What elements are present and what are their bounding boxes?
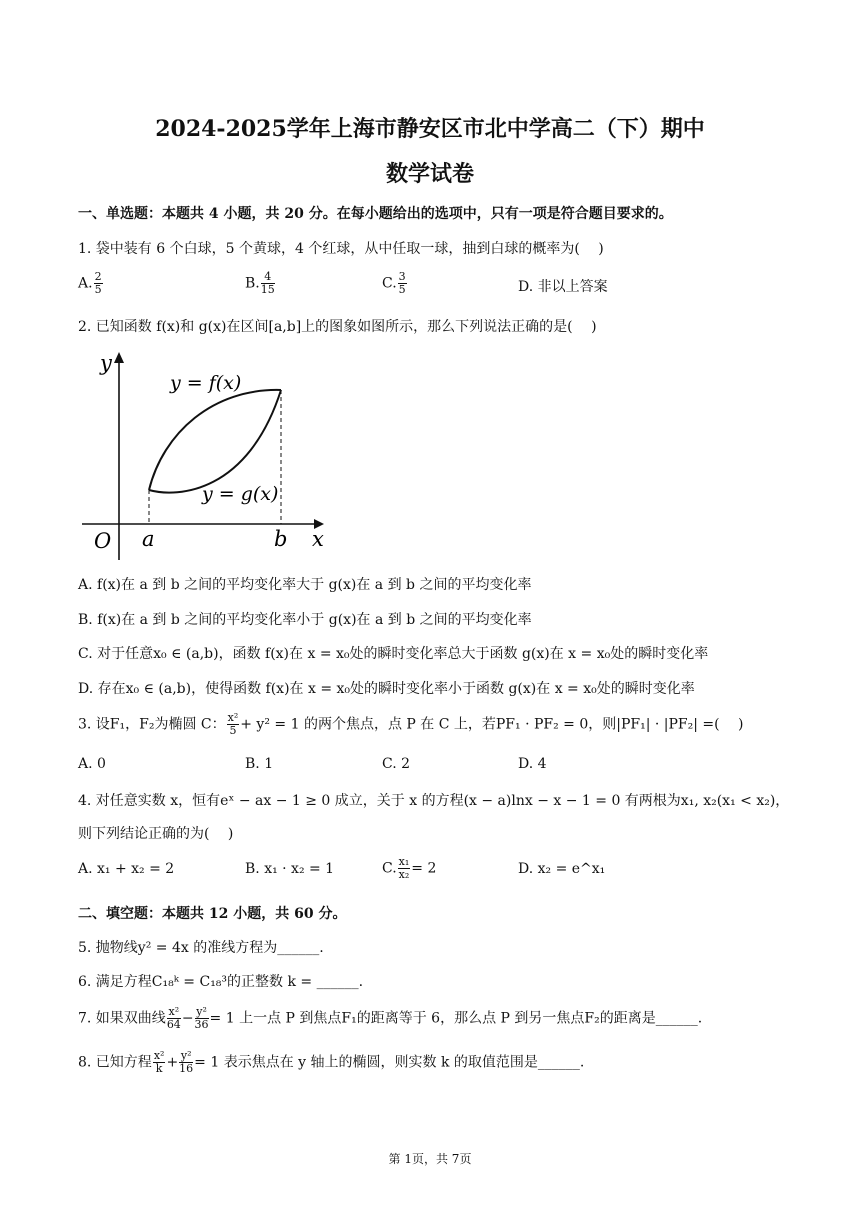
q7-d1: 64 xyxy=(166,1018,181,1031)
q7-n1: x² xyxy=(168,1005,180,1018)
q8-pre: 8. 已知方程 xyxy=(78,1054,152,1071)
question-2-stem: 2. 已知函数 f(x)和 g(x)在区间[a,b]上的图象如图所示，那么下列说法正确的是( ) xyxy=(78,319,597,335)
q1-option-a xyxy=(78,271,104,296)
q4-option-c-prefix: C. xyxy=(382,860,397,877)
f-curve xyxy=(149,390,281,490)
question-7 xyxy=(78,1006,702,1031)
q8-n1: x² xyxy=(153,1049,165,1062)
q4-option-c xyxy=(382,856,436,881)
q3-frac-den: 5 xyxy=(229,724,237,737)
b-label: b xyxy=(274,527,288,551)
q1-a-num: 2 xyxy=(94,270,102,283)
q7-n2: y² xyxy=(196,1005,207,1018)
q1-c-num: 3 xyxy=(398,270,406,283)
q3-stem-part2: + y² = 1 的两个焦点，点 P 在 C 上，若PF₁ · PF₂ = 0，则|PF₁| · |PF₂| =( ) xyxy=(240,716,744,733)
x-axis-label: x xyxy=(312,527,324,551)
section-heading-1: 一、单选题：本题共 4 小题，共 20 分。在每小题给出的选项中，只有一项是符合题目要求的。 xyxy=(78,206,673,222)
q8-mid: + xyxy=(166,1054,179,1071)
page-title: 2024-2025学年上海市静安区市北中学高二（下）期中 xyxy=(155,116,705,142)
q1-a-den: 5 xyxy=(94,283,102,296)
question-6: 6. 满足方程C₁₈ᵏ = C₁₈³的正整数 k = ______. xyxy=(78,974,364,990)
q3-option-c: C. 2 xyxy=(382,756,411,772)
q7-d2: 36 xyxy=(194,1018,209,1031)
q4-option-d: D. x₂ = e^x₁ xyxy=(518,861,606,877)
q8-d2: 16 xyxy=(179,1062,194,1075)
g-label: y = g(x) xyxy=(202,483,279,505)
question-4-stem-line1: 4. 对任意实数 x，恒有eˣ − ax − 1 ≥ 0 成立，关于 x 的方程(x − a)lnx − x − 1 = 0 有两根为x₁, x₂(x₁ < x₂)， xyxy=(78,793,790,809)
question-4-stem-line2: 则下列结论正确的为( ) xyxy=(78,826,234,842)
q1-option-c-prefix: C. xyxy=(382,275,397,292)
q8-d1: k xyxy=(155,1062,163,1075)
y-axis-arrow xyxy=(114,352,124,363)
section-heading-2: 二、填空题：本题共 12 小题，共 60 分。 xyxy=(78,906,347,922)
q1-option-b xyxy=(245,271,276,296)
q1-option-a-prefix: A. xyxy=(78,275,93,292)
q3-option-d: D. 4 xyxy=(518,756,547,772)
q3-option-a: A. 0 xyxy=(78,756,106,772)
y-axis-label: y xyxy=(100,351,112,375)
q8-post: = 1 表示焦点在 y 轴上的椭圆，则实数 k 的取值范围是______. xyxy=(194,1054,585,1071)
q2-option-b: B. f(x)在 a 到 b 之间的平均变化率小于 g(x)在 a 到 b 之间的平均变化率 xyxy=(78,612,532,628)
page-footer: 第 1页，共 7页 xyxy=(388,1152,472,1166)
q1-b-num: 4 xyxy=(261,271,275,284)
q2-option-d: D. 存在x₀ ∈ (a,b)，使得函数 f(x)在 x = x₀处的瞬时变化率小于函数 g(x)在 x = x₀处的瞬时变化率 xyxy=(78,681,695,697)
question-3-stem xyxy=(78,712,744,737)
origin-label: O xyxy=(94,529,112,553)
q1-option-c xyxy=(382,271,408,296)
q1-option-b-prefix: B. xyxy=(245,275,260,292)
question-5: 5. 抛物线y² = 4x 的准线方程为______. xyxy=(78,940,324,956)
q3-frac-num: x² xyxy=(227,711,239,724)
q2-option-c: C. 对于任意x₀ ∈ (a,b)，函数 f(x)在 x = x₀处的瞬时变化率总大于函数 g(x)在 x = x₀处的瞬时变化率 xyxy=(78,646,709,662)
q7-mid: − xyxy=(181,1010,194,1027)
q7-pre: 7. 如果双曲线 xyxy=(78,1010,166,1027)
question-1-stem: 1. 袋中装有 6 个白球，5 个黄球，4 个红球，从中任取一球，抽到白球的概率为( ) xyxy=(78,241,604,257)
f-label: y = f(x) xyxy=(170,372,242,394)
page-subtitle: 数学试卷 xyxy=(385,161,474,187)
q3-stem-part1: 3. 设F₁，F₂为椭圆 C： xyxy=(78,716,226,733)
q1-c-den: 5 xyxy=(398,283,406,296)
q1-b-den: 15 xyxy=(260,283,275,296)
q4-c-den: x₂ xyxy=(398,868,410,881)
a-label: a xyxy=(142,527,155,551)
q4-c-num: x₁ xyxy=(398,855,410,868)
q2-option-a: A. f(x)在 a 到 b 之间的平均变化率大于 g(x)在 a 到 b 之间的平均变化率 xyxy=(78,577,532,593)
q3-option-b: B. 1 xyxy=(245,756,274,772)
question-8 xyxy=(78,1050,584,1075)
q4-option-b: B. x₁ · x₂ = 1 xyxy=(245,861,335,877)
function-graph-figure xyxy=(78,348,338,564)
q8-n2: y² xyxy=(180,1049,192,1062)
q1-option-d: D. 非以上答案 xyxy=(518,279,608,295)
q4-option-c-suffix: = 2 xyxy=(411,860,437,877)
q7-post: = 1 上一点 P 到焦点F₁的距离等于 6，那么点 P 到另一焦点F₂的距离是______. xyxy=(209,1010,703,1027)
q4-option-a: A. x₁ + x₂ = 2 xyxy=(78,861,175,877)
